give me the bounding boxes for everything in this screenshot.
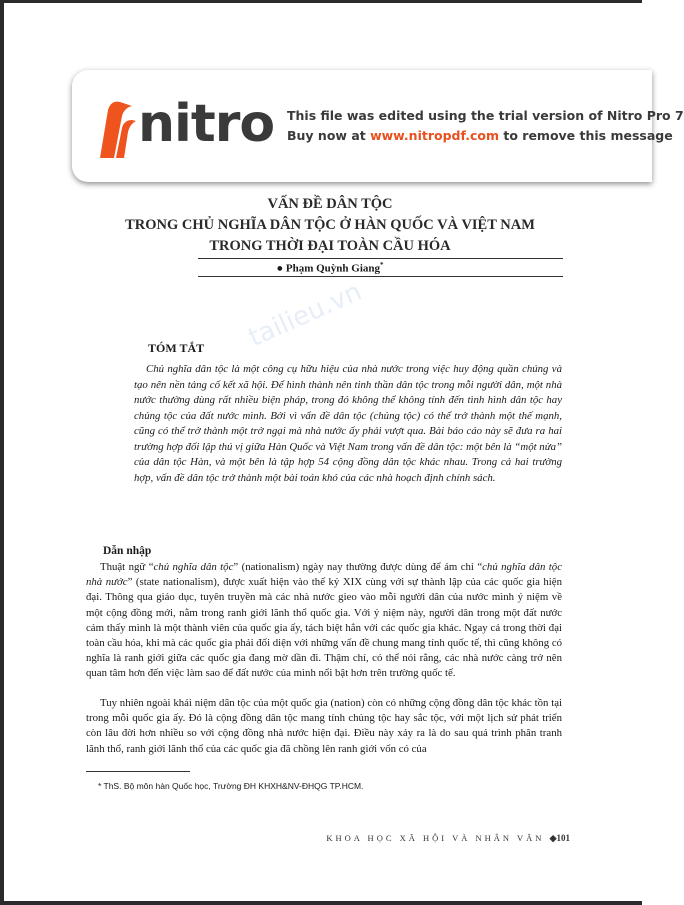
article-title-line2: TRONG CHỦ NGHĨA DÂN TỘC Ở HÀN QUỐC VÀ VIỆT NAM	[125, 217, 535, 233]
title-rule-top	[198, 258, 563, 259]
abstract-text: Chủ nghĩa dân tộc là một công cụ hữu hiệu của nhà nước trong việc huy động quần chúng và tạo nên nền tảng cố kết xã hội. Để hình thành nên tinh thần dân tộc trong mỗi người dân, một nhà nước thường dùng rất nhiều biện pháp, trong đó không thể không tính đến tình hình dân tộc hay chủng tộc của đất nước mình. Bởi vì vấn đề dân tộc (chủng tộc) có thể trở thành một thế mạnh, cũng có thể trở thành một trở ngại mà nhà nước ấy phải vượt qua. Bài báo cáo này sẽ đưa ra hai trường hợp đối lập thú vị giữa Hàn Quốc và Việt Nam trong vấn đề dân tộc: một bên là “một nửa” của dân tộc Hàn, và một bên là tập hợp 54 cộng đồng dân tộc khác nhau. Trong cả hai trường hợp, vấn đề dân tộc trở thành một bài toán khó của các nhà hoạch định chính sách.	[134, 363, 562, 484]
page-border-left	[0, 0, 4, 905]
buy-suffix: to remove this message	[499, 128, 673, 143]
nitro-logo-text: nitro	[138, 94, 275, 154]
page-footer	[326, 833, 570, 844]
intro-heading: Dẫn nhập	[103, 545, 152, 557]
p1-term-nationalism: chủ nghĩa dân tộc	[153, 561, 234, 573]
abstract-heading: TÓM TẮT	[148, 341, 205, 355]
footnote-rule	[86, 771, 190, 772]
page-border-bottom	[0, 901, 642, 905]
article-title-line1: VẤN ĐỀ DÂN TỘC	[267, 196, 393, 212]
author-footnote-mark: *	[380, 261, 384, 269]
page-number: ◆101	[549, 833, 570, 843]
footnote: * ThS. Bộ môn hàn Quốc học, Trường ĐH KHXH&NV-ĐHQG TP.HCM.	[98, 781, 364, 791]
footer-journal: KHOA HỌC XÃ HỘI VÀ NHÂN VĂN	[326, 833, 545, 843]
buy-prefix: Buy now at	[287, 128, 371, 143]
p1-text-b: ” (nationalism) ngày nay thường được dùng để ám chỉ “	[233, 561, 483, 573]
watermark-text: tailieu.vn	[244, 276, 367, 354]
page-border-top	[0, 0, 642, 3]
nitro-trial-banner	[72, 70, 684, 182]
intro-paragraph-2: Tuy nhiên ngoài khái niệm dân tộc của một quốc gia (nation) còn có những cộng đồng dân tộc khác tồn tại trong mỗi quốc gia ấy. Đó là cộng đồng dân tộc mang tính chủng tộc hay sắc tộc, với một lịch sử phát triển còn lâu đời hơn nhiều so với cộng đồng nhà nước hiện đại. Điều này xảy ra là do sau quá trình phân tranh lãnh thổ, ranh giới lãnh thổ của các quốc gia đã chồng lên ranh giới vốn có của	[86, 697, 562, 755]
p1-text-c: ” (state nationalism), được xuất hiện vào thế kỷ XIX cùng với sự thành lập của các quốc gia hiện đại. Thông qua giáo dục, tuyên truyền mà các nhà nước gieo vào mỗi người dân của nước mình ý niệm về một cộng đồng mới, nằm trong ranh giới lãnh thổ quốc gia. Với ý niệm này, người dân trong một đất nước cảm thấy mình là một thành viên của quốc gia ấy, tách biệt hẳn với các quốc gia khác. Ngay cả trong thời đại toàn cầu hóa, khi mà các quốc gia phải đối diện với những vấn đề chung mang tính quốc tế, thì cũng không có nghĩa là ranh giới giữa các quốc gia đang mờ dần đi. Thậm chí, có thể nói rằng, các nhà nước càng trở nên quan tâm hơn đến việc làm sao để đất nước của mình nổi bật hơn trên trường quốc tế.	[86, 576, 563, 680]
author-name: Phạm Quỳnh Giang	[285, 262, 381, 275]
nitro-logo	[94, 94, 275, 158]
nitro-flame-icon	[94, 98, 138, 160]
nitro-link[interactable]: www.nitropdf.com	[370, 128, 500, 143]
p1-text-a: Thuật ngữ “	[100, 561, 154, 573]
title-rule-bottom	[198, 276, 563, 277]
trial-message	[287, 106, 684, 146]
p1-term-state-nationalism: chủ nghĩa dân tộc nhà nước	[86, 561, 562, 589]
author-line: ● Phạm Quỳnh Giang*	[276, 261, 384, 275]
trial-message-line1: This file was edited using the trial version of Nitro Pro 7	[287, 108, 684, 123]
trial-message-line2	[287, 126, 684, 146]
intro-paragraph-1	[86, 560, 562, 682]
article-title-line3: TRONG THỜI ĐẠI TOÀN CẦU HÓA	[209, 238, 451, 254]
